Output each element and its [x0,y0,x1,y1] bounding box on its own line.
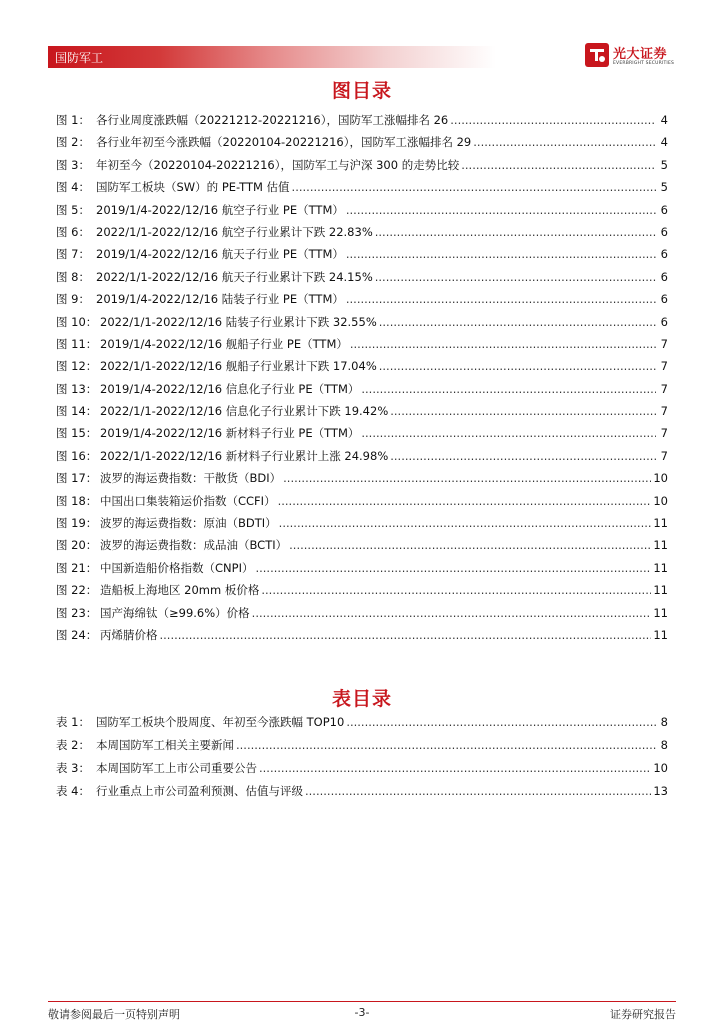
toc-dot-leader [379,311,656,333]
figure-toc-entry[interactable] [56,624,668,646]
figure-toc-page-number: 5 [660,157,668,172]
figure-toc-text: 中国出口集装箱运价指数（CCFI） [100,493,276,508]
toc-dot-leader [305,780,651,803]
figure-toc-entry[interactable] [56,490,668,512]
toc-dot-leader [252,602,652,624]
figure-toc-entry[interactable] [56,422,668,444]
footer-doc-type: 证券研究报告 [610,1008,676,1021]
table-toc-page-number: 10 [653,761,668,775]
figure-toc-prefix: 图 18： [56,493,98,508]
figure-toc-entry[interactable] [56,333,668,355]
toc-dot-leader [259,757,651,780]
toc-dot-leader [255,557,651,579]
figure-toc-entry[interactable] [56,109,668,131]
toc-dot-leader [160,624,652,646]
figure-toc-page-number: 11 [653,583,668,598]
table-toc-entry[interactable] [56,780,668,803]
toc-dot-leader [379,355,656,377]
brand-name: 光大证券 [613,47,668,62]
toc-dot-leader [450,109,656,131]
figure-toc-prefix: 图 15： [56,426,98,441]
figure-toc-prefix: 图 1： [56,113,90,127]
figure-toc-prefix: 图 3： [56,157,90,172]
figure-toc-page-number: 10 [653,493,668,508]
table-toc-entry[interactable] [56,734,668,757]
figure-toc-prefix: 图 7： [56,247,90,262]
toc-dot-leader [390,445,656,467]
figure-toc-entry[interactable] [56,467,668,489]
toc-dot-leader [361,422,656,444]
figure-toc-entry[interactable] [56,445,668,467]
figure-toc-text: 2022/1/1-2022/12/16 航天子行业累计下跌 24.15% [96,269,373,284]
figure-toc-text: 2022/1/1-2022/12/16 舰船子行业累计下跌 17.04% [100,359,377,374]
figure-toc-prefix: 图 23： [56,605,98,620]
figures-toc-list [56,109,668,646]
figure-toc-prefix: 图 4： [56,180,90,195]
toc-dot-leader [346,288,656,310]
figure-toc-text: 造船板上海地区 20mm 板价格 [100,583,260,598]
figure-toc-page-number: 7 [660,448,668,463]
figure-toc-text: 2019/1/4-2022/12/16 陆装子行业 PE（TTM） [96,292,344,307]
figure-toc-text: 国产海绵钛（≥99.6%）价格 [100,605,250,620]
figure-toc-text: 2019/1/4-2022/12/16 信息化子行业 PE（TTM） [100,381,360,396]
toc-dot-leader [279,512,652,534]
figure-toc-page-number: 4 [660,113,668,127]
figure-toc-entry[interactable] [56,176,668,198]
table-toc-prefix: 表 1： [56,715,90,729]
table-toc-entry[interactable] [56,711,668,734]
table-toc-text: 本周国防军工上市公司重要公告 [96,761,257,775]
figure-toc-entry[interactable] [56,355,668,377]
figure-toc-prefix: 图 24： [56,627,98,642]
footer-divider [48,1001,676,1002]
table-toc-prefix: 表 2： [56,738,90,752]
table-toc-text: 国防军工板块个股周度、年初至今涨跌幅 TOP10 [96,715,345,729]
figure-toc-entry[interactable] [56,378,668,400]
figure-toc-prefix: 图 9： [56,292,90,307]
figure-toc-prefix: 图 21： [56,560,98,575]
figure-toc-text: 波罗的海运费指数：成品油（BCTI） [100,538,288,553]
toc-dot-leader [350,333,656,355]
figure-toc-prefix: 图 19： [56,516,98,531]
figure-toc-entry[interactable] [56,400,668,422]
table-toc-page-number: 8 [660,715,668,729]
toc-dot-leader [346,711,656,734]
figure-toc-prefix: 图 20： [56,538,98,553]
figure-toc-prefix: 图 11： [56,336,98,351]
figure-toc-page-number: 6 [660,314,668,329]
figure-toc-text: 2022/1/1-2022/12/16 新材料子行业累计上涨 24.98% [100,448,389,463]
figure-toc-entry[interactable] [56,311,668,333]
figure-toc-page-number: 7 [660,336,668,351]
figure-toc-page-number: 11 [653,627,668,642]
figure-toc-text: 各行业周度涨跌幅（20221212-20221216），国防军工涨幅排名 26 [96,113,449,127]
toc-dot-leader [473,131,656,153]
figure-toc-page-number: 5 [660,180,668,195]
figure-toc-page-number: 11 [653,560,668,575]
figure-toc-page-number: 11 [653,516,668,531]
toc-dot-leader [461,154,656,176]
figure-toc-text: 2022/1/1-2022/12/16 信息化子行业累计下跌 19.42% [100,404,389,419]
brand-name-en: EVERBRIGHT SECURITIES [613,61,675,66]
footer-disclaimer: 敬请参阅最后一页特别声明 [48,1008,180,1021]
tables-toc-list [56,711,668,803]
figure-toc-text: 2019/1/4-2022/12/16 航空子行业 PE（TTM） [96,202,344,217]
figure-toc-entry[interactable] [56,199,668,221]
table-toc-text: 本周国防军工相关主要新闻 [96,738,234,752]
header-band [48,46,496,68]
figure-toc-page-number: 6 [660,292,668,307]
table-toc-text: 行业重点上市公司盈利预测、估值与评级 [96,784,303,798]
figure-toc-text: 中国新造船价格指数（CNPI） [100,560,254,575]
toc-dot-leader [283,467,651,489]
toc-dot-leader [375,221,656,243]
figure-toc-page-number: 6 [660,269,668,284]
figure-toc-page-number: 11 [653,605,668,620]
sector-label: 国防军工 [55,51,104,65]
table-toc-page-number: 8 [660,738,668,752]
tables-toc-title: 表目录 [331,688,392,710]
toc-dot-leader [361,378,656,400]
toc-dot-leader [346,199,656,221]
figure-toc-text: 各行业年初至今涨跌幅（20220104-20221216），国防军工涨幅排名 29 [96,135,472,150]
figure-toc-page-number: 7 [660,426,668,441]
figure-toc-prefix: 图 17： [56,471,98,486]
figure-toc-prefix: 图 10： [56,314,98,329]
toc-dot-leader [390,400,656,422]
toc-dot-leader [375,266,656,288]
table-toc-entry[interactable] [56,757,668,780]
figure-toc-entry[interactable] [56,602,668,624]
figure-toc-prefix: 图 12： [56,359,98,374]
figure-toc-page-number: 10 [653,471,668,486]
figure-toc-prefix: 图 5： [56,202,90,217]
table-toc-page-number: 13 [653,784,668,798]
figure-toc-prefix: 图 16： [56,448,98,463]
figure-toc-entry[interactable] [56,557,668,579]
figure-toc-text: 2022/1/1-2022/12/16 航空子行业累计下跌 22.83% [96,224,373,239]
figure-toc-text: 丙烯腈价格 [100,627,158,642]
figure-toc-page-number: 11 [653,538,668,553]
figure-toc-page-number: 7 [660,404,668,419]
figure-toc-text: 国防军工板块（SW）的 PE-TTM 估值 [96,180,290,195]
figure-toc-prefix: 图 13： [56,381,98,396]
figure-toc-page-number: 7 [660,359,668,374]
toc-dot-leader [278,490,652,512]
figure-toc-text: 2019/1/4-2022/12/16 舰船子行业 PE（TTM） [100,336,348,351]
figure-toc-text: 2022/1/1-2022/12/16 陆装子行业累计下跌 32.55% [100,314,377,329]
toc-dot-leader [292,176,656,198]
figure-toc-entry[interactable] [56,579,668,601]
figure-toc-prefix: 图 14： [56,404,98,419]
figure-toc-text: 2019/1/4-2022/12/16 航天子行业 PE（TTM） [96,247,344,262]
everbright-logo-icon [584,42,610,68]
brand-logo [584,42,680,70]
figure-toc-text: 波罗的海运费指数：干散货（BDI） [100,471,282,486]
toc-dot-leader [236,734,656,757]
figure-toc-page-number: 7 [660,381,668,396]
figure-toc-entry[interactable] [56,534,668,556]
figure-toc-text: 年初至今（20220104-20221216），国防军工与沪深 300 的走势比较 [96,157,460,172]
figure-toc-prefix: 图 6： [56,224,90,239]
table-toc-prefix: 表 4： [56,784,90,798]
toc-dot-leader [289,534,651,556]
figure-toc-prefix: 图 2： [56,135,90,150]
figure-toc-entry[interactable] [56,266,668,288]
figure-toc-entry[interactable] [56,131,668,153]
figure-toc-text: 2019/1/4-2022/12/16 新材料子行业 PE（TTM） [100,426,360,441]
figure-toc-page-number: 6 [660,224,668,239]
table-toc-prefix: 表 3： [56,761,90,775]
figures-toc-title: 图目录 [331,80,392,102]
figure-toc-text: 波罗的海运费指数：原油（BDTI） [100,516,277,531]
figure-toc-page-number: 6 [660,247,668,262]
figure-toc-entry[interactable] [56,288,668,310]
toc-dot-leader [261,579,651,601]
footer-page-number: -3- [354,1006,370,1019]
toc-dot-leader [346,243,656,265]
figure-toc-entry[interactable] [56,154,668,176]
figure-toc-prefix: 图 22： [56,583,98,598]
figure-toc-entry[interactable] [56,512,668,534]
figure-toc-entry[interactable] [56,221,668,243]
figure-toc-entry[interactable] [56,243,668,265]
figure-toc-prefix: 图 8： [56,269,90,284]
figure-toc-page-number: 4 [660,135,668,150]
figure-toc-page-number: 6 [660,202,668,217]
